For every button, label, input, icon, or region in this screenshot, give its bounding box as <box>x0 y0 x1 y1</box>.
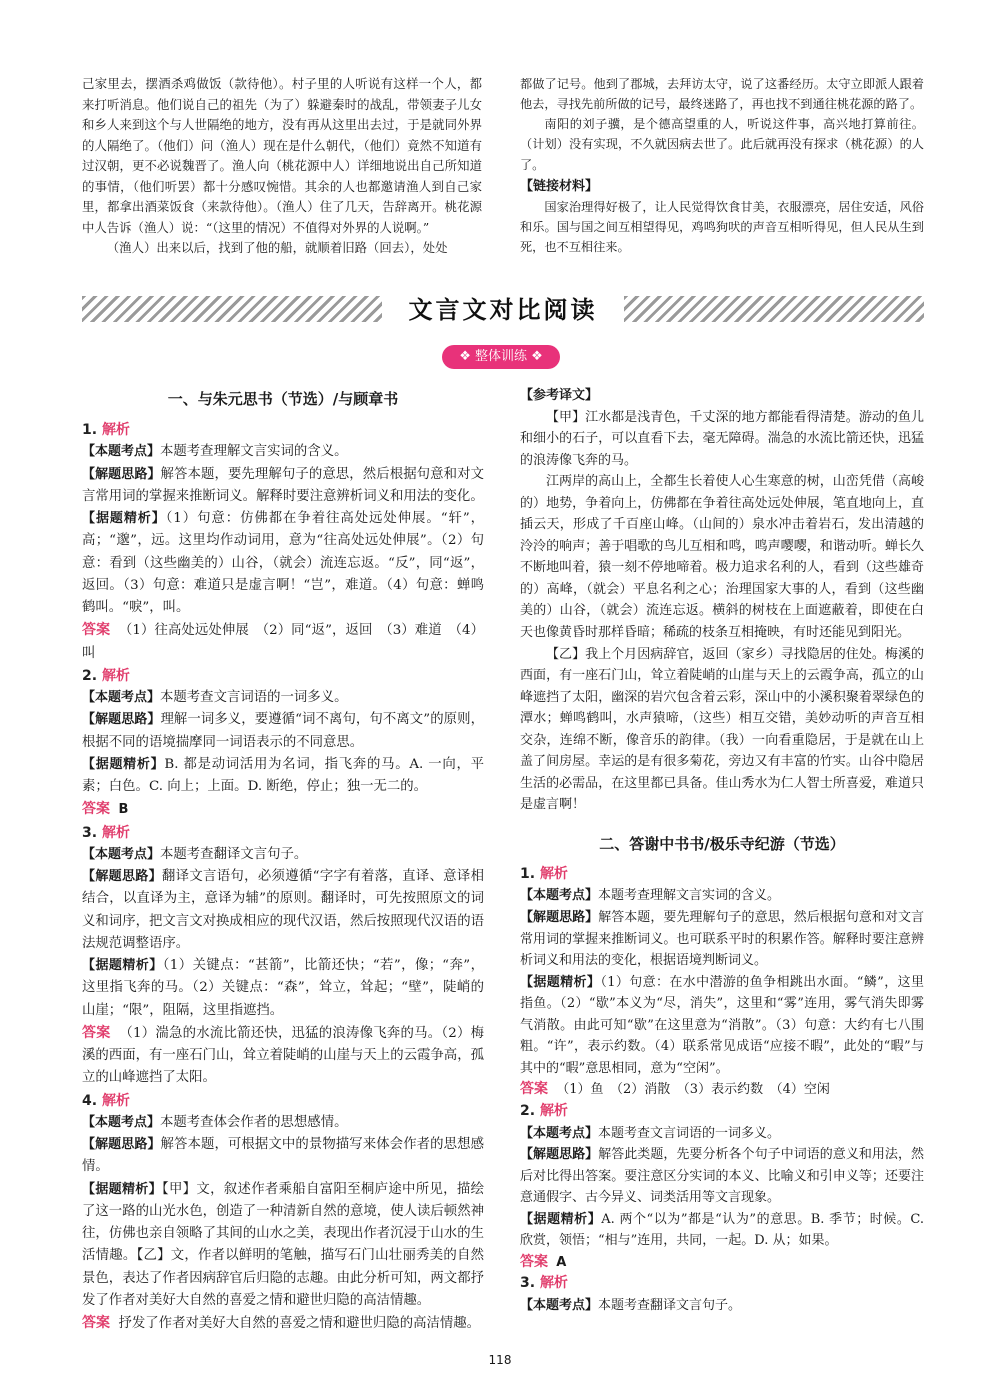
question-number: 3. 解析 <box>520 1275 568 1292</box>
answer-item: 【本题考点】本题考查文言词语的一词多义。 <box>82 690 348 705</box>
answer-item: 【解题思路】理解一词多义，要遵循“词不离句，句不离文”的原则，根据不同的语境揣摩同一词语表示的不同意思。 <box>82 712 484 750</box>
answer-item: 【据题精析】A. 两个“以为”都是“认为”的意思。B. 季节；时候。C. 欣赏，领悟；“相与”连用，共同，一起。D. 从；如果。 <box>520 1211 924 1249</box>
answer-item: 【据题精析】B. 都是动词活用为名词，指飞奔的马。A. 一向，平素；白色。C. 向上；上面。D. 断绝，停止；独一无二的。 <box>82 756 484 794</box>
answer-item: 【解题思路】解答本题，可根据文中的景物描写来体会作者的思想感情。 <box>82 1137 484 1175</box>
answer-item: 【据题精析】（1）句意：仿佛都在争着往高处远处伸展。“轩”，高；“邈”，远。这里均作动词用，意为“往高处远处伸展”。（2）句意：看到（这些幽美的）山谷，（就会）流连忘返。“反”，同“返”，返回。（3）句意：难道只是虚言啊！“岂”，难道。（4）句意：蝉鸣鹤叫。“唳”，叫。 <box>82 511 484 615</box>
link-material-text: 国家治理得好极了，让人民觉得饮食甘美，衣服漂亮，居住安适，风俗和乐。国与国之间互相望得见，鸡鸣狗吠的声音互相听得见，但人民从生到死，也不互相往来。 <box>520 199 924 255</box>
answer-item: 【解题思路】解答此类题，先要分析各个句子中词语的意义和用法，然后对比得出答案。要注意区分实词的本义、比喻义和引申义等；还要注意通假字、古今异义、词类活用等文言现象。 <box>520 1147 924 1206</box>
translation-paragraph: 江两岸的高山上，全都生长着使人心生寒意的树，山峦凭借（高峻的）地势，争着向上，仿佛都在争着往高处远处伸展，笔直地向上，直插云天，形成了千百座山峰。（山间的）泉水冲击着岩石，发出清越的泠泠的响声；善于唱歌的鸟儿互相和鸣，鸣声嘤嘤，和谐动听。蝉长久不断地叫着，猿一刻不停地啼着。极力追求名利的人，看到（这些雄奇的）高峰，（就会）平息名利之心；治理国家大事的人，看到（这些幽美的）山谷，（就会）流连忘返。横斜的树枝在上面遮蔽着，即使在白天也像黄昏时那样昏暗；稀疏的枝条互相掩映，有时还能见到阳光。 <box>520 474 924 641</box>
reference-translation-heading: 【参考译文】 <box>520 388 599 403</box>
answer-item: 【解题思路】解答本题，要先理解句子的意思，然后根据句意和对文言常用词的掌握来推断词义。解释时要注意辨析词义和用法的变化。 <box>82 466 484 504</box>
text-paragraph: 南阳的刘子骥，是个德高望重的人，听说这件事，高兴地打算前往。（计划）没有实现，不久就因病去世了。此后就再没有探求（桃花源）的人了。 <box>520 117 924 172</box>
banner-stripe-right <box>624 296 924 322</box>
banner-title: 文言文对比阅读 <box>408 296 598 324</box>
question-number: 1. 解析 <box>520 865 568 882</box>
section-banner <box>82 290 924 330</box>
question-number: 2. 解析 <box>520 1102 568 1119</box>
answer-line: 答案 A <box>520 1253 567 1270</box>
section-title: 二、答谢中书书/极乐寺纪游（节选） <box>599 834 845 853</box>
answer-item: 【本题考点】本题考查理解文言实词的含义。 <box>82 444 348 460</box>
answer-item: 【据题精析】（1）句意：在水中潜游的鱼争相跳出水面。“鳞”，这里指鱼。（2）“歇”本义为“尽，消失”，这里和“雾”连用，雾气消失即雾气消散。由此可知“歇”在这里意为“消散”。（3）句意：大约有七八围粗。“许”，表示约数。（4）联系常见成语“应接不暇”，此处的“暇”与其中的“暇”意思相同，意为“空闲”。 <box>520 974 924 1076</box>
answer-line: 答案 （1）湍急的水流比箭还快，迅猛的浪涛像飞奔的马。（2）梅溪的西面，有一座石门山，耸立着陡峭的山崖与天上的云霞争高，孤立的山峰遮挡了太阳。 <box>82 1024 484 1086</box>
top-left-column <box>82 74 482 259</box>
top-right-column <box>520 74 924 257</box>
text-paragraph: 都做了记号。他到了郡城，去拜访太守，说了这番经历。太守立即派人跟着他去，寻找先前所做的记号，最终迷路了，再也找不到通往桃花源的路了。 <box>520 77 924 112</box>
link-material-label: 【链接材料】 <box>520 178 599 194</box>
question-number: 4. 解析 <box>82 1092 130 1109</box>
answer-line: 答案 抒发了作者对美好大自然的喜爱之情和避世归隐的高洁情趣。 <box>82 1315 481 1331</box>
question-number: 1. 解析 <box>82 422 130 438</box>
answer-item: 【本题考点】本题考查理解文言实词的含义。 <box>520 888 781 904</box>
translation-paragraph: 【甲】江水都是浅青色，千丈深的地方都能看得清楚。游动的鱼儿和细小的石子，可以直看下去，毫无障碍。湍急的水流比箭还快，迅猛的浪涛像飞奔的马。 <box>520 409 924 468</box>
answer-item: 【本题考点】本题考查体会作者的思想感情。 <box>82 1114 348 1130</box>
answer-item: 【解题思路】解答本题，要先理解句子的意思，然后根据句意和对文言常用词的掌握来推断词义。也可联系平时的积累作答。解释时要注意辨析词义和用法的变化，根据语境判断词义。 <box>520 910 924 969</box>
answer-line: 答案 （1）往高处远处伸展 （2）同“返”，返回 （3）难道 （4）叫 <box>82 622 485 661</box>
answer-line: 答案 （1）鱼 （2）消散 （3）表示约数 （4）空闲 <box>520 1081 830 1098</box>
text-paragraph: （渔人）出来以后，找到了他的船，就顺着旧路（回去），处处 <box>106 240 448 255</box>
answer-line: 答案 B <box>82 801 129 818</box>
text-paragraph: 己家里去，摆酒杀鸡做饭（款待他）。村子里的人听说有这样一个人，都来打听消息。他们说自己的祖先（为了）躲避秦时的战乱，带领妻子儿女和乡人来到这个与人世隔绝的地方，没有再从这里出去过，于是就同外界的人隔绝了。（他们）问（渔人）现在是什么朝代，（他们）竟然不知道有过汉朝，更不必说魏晋了。渔人向（桃花源中人）详细地说出自己所知道的事情，（他们听罢）都十分感叹惋惜。其余的人也都邀请渔人到自己家里，都拿出酒菜饭食（来款待他）。（渔人）住了几天，告辞离开。桃花源中人告诉（渔人）说：“（这里的情况）不值得对外界的人说啊。” <box>82 76 482 235</box>
page-number: 118 <box>488 1353 512 1367</box>
answer-item: 【据题精析】【甲】文，叙述作者乘船自富阳至桐庐途中所见，描绘了这一路的山光水色，创造了一种清新自然的意境，使人读后顿然神往，仿佛也亲自领略了其间的山水之美，表现出作者沉浸于山水的生活情趣。【乙】文，作者以鲜明的笔触，描写石门山壮丽秀美的自然景色，表达了作者因病辞官后归隐的志趣。由此分析可知，两文都抒发了作者对美好大自然的喜爱之情和避世归隐的高洁情趣。 <box>82 1181 484 1308</box>
bottom-right-column <box>520 385 924 1316</box>
section-title: 一、与朱元思书（节选）/与顾章书 <box>167 390 399 408</box>
answer-item: 【本题考点】本题考查翻译文言句子。 <box>82 846 308 862</box>
answer-item: 【本题考点】本题考查文言词语的一词多义。 <box>520 1125 781 1141</box>
answer-item: 【解题思路】翻译文言语句，必须遵循“字字有着落，直译、意译相结合，以直译为主，意译为辅”的原则。翻译时，可先按照原文的词义和词序，把文言文对换成相应的现代汉语，然后按照现代汉语的语法规范调整语序。 <box>82 869 484 951</box>
link-material-heading <box>520 176 924 197</box>
banner-stripe-left <box>82 296 382 322</box>
translation-paragraph: 【乙】我上个月因病辞官，返回（家乡）寻找隐居的住处。梅溪的西面，有一座石门山，耸立着陡峭的山崖与天上的云霞争高，孤立的山峰遮挡了太阳，幽深的岩穴包含着云彩，深山中的小溪积聚着翠绿色的潭水；蝉鸣鹤叫，水声猿啼，（这些）相互交错，美妙动听的声音互相交杂，连绵不断，像音乐的韵律。（我）一向看重隐居，于是就在山上盖了间房屋。幸运的是有很多菊花，旁边又有丰富的竹实。山谷中隐居生活的必需品，在这里都已具备。佳山秀水为仁人智士所喜爱，难道只是虚言啊！ <box>520 646 924 813</box>
question-number: 3. 解析 <box>82 824 130 841</box>
question-number: 2. 解析 <box>82 667 130 684</box>
answer-item: 【据题精析】（1）关键点：“甚箭”，比箭还快；“若”，像；“奔”，这里指飞奔的马。（2）关键点：“森”，耸立，耸起；“壁”，陡峭的山崖；“限”，阻隔，这里指遮挡。 <box>82 958 484 1018</box>
bottom-left-column <box>82 385 484 1335</box>
answer-item: 【本题考点】本题考查翻译文言句子。 <box>520 1297 742 1313</box>
training-badge: ❖ 整体训练 ❖ <box>442 345 560 369</box>
